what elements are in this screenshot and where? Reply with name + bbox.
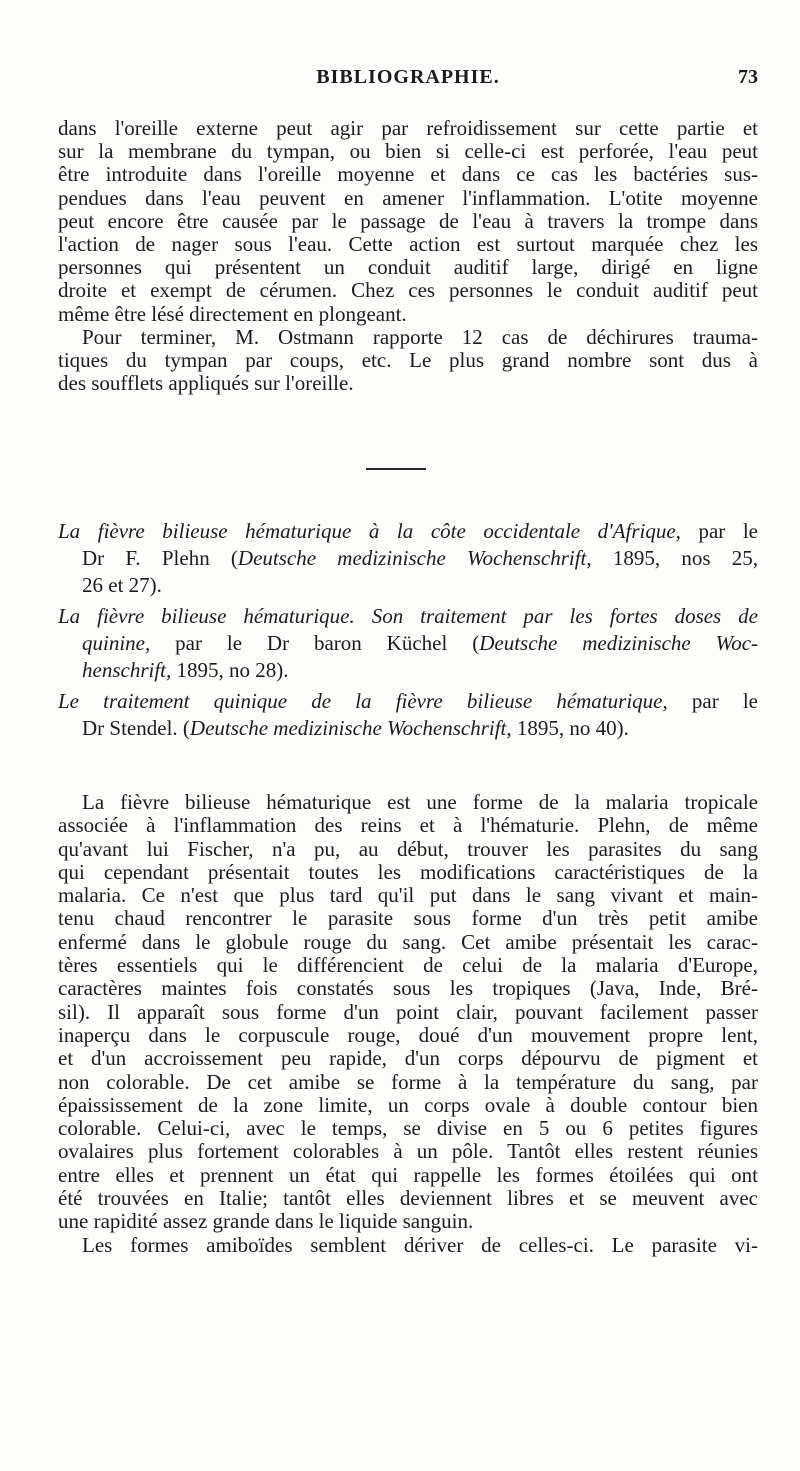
reference-text: par le — [667, 689, 758, 713]
text-line: caractères maintes fois constatés sous les tropiques (Java, Inde, Bré- — [58, 977, 758, 1001]
bibliography-references — [58, 518, 758, 746]
reference-line — [58, 545, 758, 572]
text-line: peut encore être causée par le passage de l'eau à travers la trompe dans — [58, 209, 758, 233]
journal-title: Deutsche medizinische Wochenschrift, — [237, 546, 592, 570]
reference-text: par le Dr baron Küchel ( — [150, 631, 480, 655]
text-line: dans l'oreille externe peut agir par refroidissement sur cette partie et — [58, 117, 758, 140]
journal-title: Deutsche medizinische Wochenschrift, — [189, 716, 512, 740]
reference-line — [58, 630, 758, 657]
page-header — [58, 66, 758, 96]
text-line: pendues dans l'eau peuvent en amener l'inflammation. L'otite moyenne — [58, 186, 758, 210]
text-line: droite et exempt de cérumen. Chez ces personnes le conduit auditif peut — [58, 279, 758, 303]
text-line: colorable. Celui-ci, avec le temps, se divise en 5 ou 6 petites figures — [58, 1117, 758, 1141]
text-line: entre elles et prennent un état qui rappelle les formes étoilées qui ont — [58, 1163, 758, 1187]
text-line: malaria. Ce n'est que plus tard qu'il put dans le sang vivant et main- — [58, 884, 758, 908]
text-line: ovalaires plus fortement colorables à un pôle. Tantôt elles restent réunies — [58, 1140, 758, 1164]
reference-text: 26 et 27). — [82, 573, 162, 597]
text-line: et d'un accroissement peu rapide, d'un corps dépourvu de pigment et — [58, 1047, 758, 1071]
text-line: sil). Il apparaît sous forme d'un point clair, pouvant facilement passer — [58, 1000, 758, 1024]
text-line: tères essentiels qui le différencient de celui de la malaria d'Europe, — [58, 954, 758, 978]
text-line: associée à l'inflammation des reins et à l'hématurie. Plehn, de même — [58, 814, 758, 838]
running-title: BIBLIOGRAPHIE. — [316, 66, 500, 88]
text-line: l'action de nager sous l'eau. Cette action est surtout marquée chez les — [58, 232, 758, 256]
reference-line — [58, 572, 758, 599]
text-line: La fièvre bilieuse hématurique est une forme de la malaria tropicale — [82, 791, 758, 814]
text-line: être introduite dans l'oreille moyenne et dans ce cas les bactéries sus- — [58, 163, 758, 187]
journal-title: Deutsche medizinische Woc- — [479, 631, 758, 655]
text-line: qui cependant présentait toutes les modifications caractéristiques de la — [58, 860, 758, 884]
reference-text: par le — [680, 519, 758, 543]
reference-entry — [58, 518, 758, 599]
paragraph-fievre-bilieuse — [58, 791, 758, 1257]
reference-line — [58, 518, 758, 545]
reference-line — [58, 715, 758, 742]
text-line: qu'avant lui Fischer, n'a pu, au début, trouver les parasites du sang — [58, 837, 758, 861]
text-line: Les formes amiboïdes semblent dériver de celles-ci. Le parasite vi- — [82, 1233, 758, 1257]
reference-title: La fièvre bilieuse hématurique. Son traitement par les fortes doses de — [58, 604, 758, 628]
text-line: été trouvées en Italie; tantôt elles deviennent libres et se meuvent avec — [58, 1187, 758, 1211]
text-line: tiques du tympan par coups, etc. Le plus grand nombre sont dus à — [58, 348, 758, 372]
reference-text: 1895, no 40). — [511, 716, 629, 740]
text-line: sur la membrane du tympan, ou bien si celle-ci est perforée, l'eau peut — [58, 140, 758, 164]
reference-text: Dr Stendel. ( — [82, 716, 190, 740]
reference-line — [58, 603, 758, 630]
reference-text: Dr F. Plehn ( — [82, 546, 238, 570]
text-line: Pour terminer, M. Ostmann rapporte 12 cas de déchirures trauma- — [82, 325, 758, 349]
reference-line — [58, 688, 758, 715]
reference-title: Le traitement quinique de la fièvre bilieuse hématurique, — [58, 689, 668, 713]
text-line: enfermé dans le globule rouge du sang. Cet amibe présentait les carac- — [58, 930, 758, 954]
reference-entry — [58, 603, 758, 684]
text-line: non colorable. De cet amibe se forme à la température du sang, par — [58, 1070, 758, 1094]
reference-text: 1895, nos 25, — [591, 546, 758, 570]
reference-text: 1895, no 28). — [171, 658, 289, 682]
reference-entry — [58, 688, 758, 742]
text-line: personnes qui présentent un conduit auditif large, dirigé en ligne — [58, 256, 758, 280]
text-line: des soufflets appliqués sur l'oreille. — [58, 372, 354, 396]
text-line: épaississement de la zone limite, un corps ovale à double contour bien — [58, 1093, 758, 1117]
text-line: même être lésé directement en plongeant. — [58, 302, 407, 326]
page-number: 73 — [738, 66, 758, 88]
reference-line — [58, 657, 758, 684]
reference-title: La fièvre bilieuse hématurique à la côte occidentale d'Afrique, — [58, 519, 681, 543]
journal-title: henschrift, — [82, 658, 172, 682]
text-line: une rapidité assez grande dans le liquide sanguin. — [58, 1210, 474, 1234]
paragraph-otitis — [58, 117, 758, 395]
text-line: tenu chaud rencontrer le parasite sous forme d'un très petit amibe — [58, 907, 758, 931]
section-divider — [366, 468, 426, 470]
text-line: inaperçu dans le corpuscule rouge, doué d'un mouvement propre lent, — [58, 1023, 758, 1047]
reference-title: quinine, — [82, 631, 151, 655]
